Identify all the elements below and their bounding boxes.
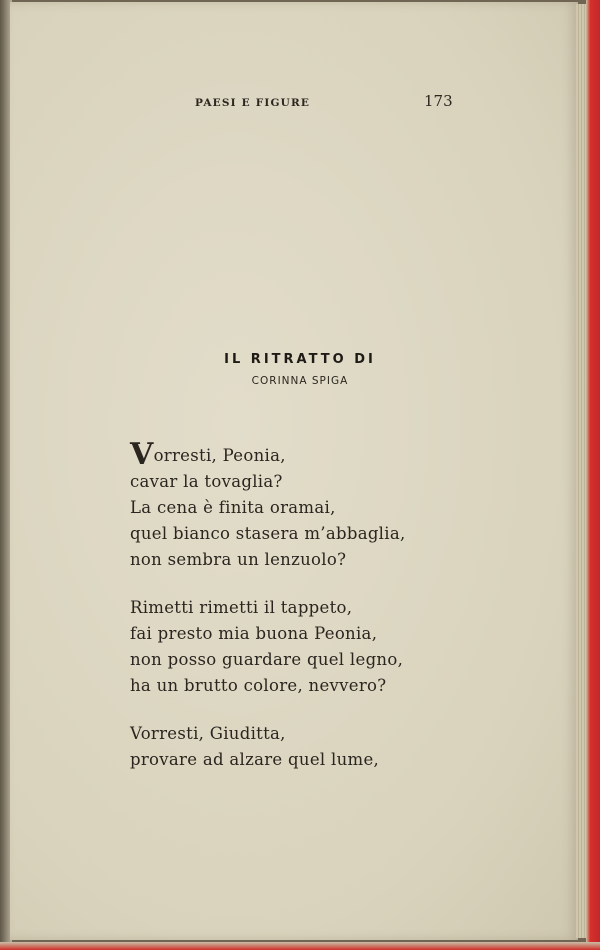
red-bottom-edge — [0, 942, 600, 950]
poem-line — [130, 437, 406, 472]
stanza-break — [130, 573, 406, 595]
poem-line: Rimetti rimetti il tappeto, — [130, 598, 353, 617]
poem-body — [130, 437, 406, 773]
poem-line: cavar la tovaglia? — [130, 472, 283, 491]
poem-line: Vorresti, Giuditta, — [130, 724, 286, 743]
red-book-edge — [586, 0, 600, 950]
poem-line: non posso guardare quel legno, — [130, 650, 404, 669]
poem-subtitle: CORINNA SPIGA — [251, 375, 349, 387]
poem-line: provare ad alzare quel lume, — [130, 750, 380, 769]
poem-line: fai presto mia buona Peonia, — [130, 624, 378, 643]
poem-line: quel bianco stasera m’abbaglia, — [130, 524, 406, 543]
poem-line: La cena è finita oramai, — [130, 498, 336, 517]
poem-line: ha un brutto colore, nevvero? — [130, 676, 387, 695]
stanza-break — [130, 699, 406, 721]
page-stack-edge — [576, 4, 586, 938]
running-head: PAESI E FIGURE — [195, 97, 311, 109]
page-number: 173 — [424, 92, 453, 110]
poem-title: IL RITRATTO DI — [224, 352, 376, 367]
poem-line: non sembra un lenzuolo? — [130, 550, 347, 569]
first-line-text: orresti, Peonia, — [153, 446, 286, 465]
drop-cap: V — [130, 437, 154, 472]
